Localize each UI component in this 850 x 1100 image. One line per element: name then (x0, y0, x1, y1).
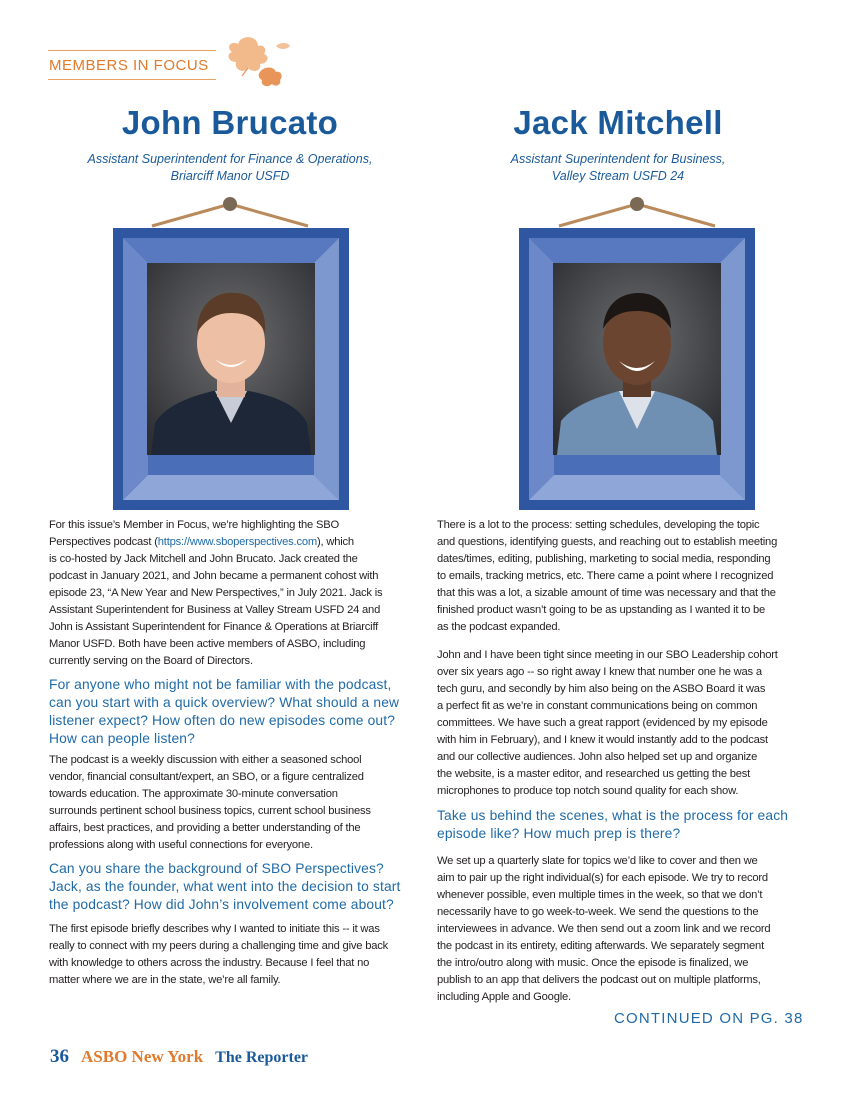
frame-hanger-john (148, 194, 312, 230)
intro-line: Manor USFD. Both have been active members of ASBO, including (49, 638, 366, 650)
intro-line: episode 23, “A New Year and New Perspectives,” in July 2021. Jack is (49, 587, 383, 599)
question-2-line: Jack, as the founder, what went into the decision to start (49, 879, 401, 894)
paragraph-2-line: the website, is a master editor, and researched us getting the best (437, 768, 751, 780)
website-link[interactable]: https://www.sboperspectives.com (157, 536, 317, 548)
paragraph-1-line: and questions, identifying guests, and reaching out to establish meeting (437, 536, 778, 548)
publication-name: The Reporter (215, 1049, 309, 1066)
person-silhouette-icon (553, 263, 721, 455)
section-header (48, 50, 216, 80)
page-footer (50, 1046, 308, 1068)
profile-title-jack-line2: Valley Stream USFD 24 (551, 169, 685, 183)
person-silhouette-icon (147, 263, 315, 455)
question-1-line: For anyone who might not be familiar with the podcast, (49, 677, 392, 692)
paragraph-2-line: microphones to produce top notch sound quality for each show. (437, 785, 739, 797)
answer-3-line: publish to an app that delivers the podcast out on multiple platforms, (437, 974, 761, 986)
answer-3-line: necessarily have to go week-to-week. We send the questions to the (437, 906, 759, 918)
answer-1-line: affairs, best practices, and providing a better understanding of the (49, 822, 361, 834)
portrait-photo-jack (553, 263, 721, 455)
question-2-line: the podcast? How did John’s involvement come about? (49, 897, 394, 912)
answer-3-line: interviewees in advance. We then send out a zoom link and we record (437, 923, 771, 935)
paragraph-1-line: dates/times, editing, publishing, marketing to social media, responding (437, 553, 771, 565)
intro-line: For this issue’s Member in Focus, we’re highlighting the SBO (49, 519, 339, 531)
answer-3-line: whenever possible, even multiple times in the week, so that we don’t (437, 889, 763, 901)
profile-title-john-line1: Assistant Superintendent for Finance & Operations, (87, 152, 373, 166)
paragraph-2-line: a perfect fit as we’re in constant communications being on common (437, 700, 758, 712)
intro-line: John is Assistant Superintendent for Finance & Operations at Briarciff (49, 621, 379, 633)
paragraph-1-line: as the podcast expanded. (437, 621, 561, 633)
intro-line: is co-hosted by Jack Mitchell and John Brucato. Jack created the (49, 553, 358, 565)
continued-on-page[interactable]: CONTINUED ON PG. 38 (614, 1010, 804, 1027)
profile-name-john: John Brucato (121, 104, 339, 141)
section-label: MEMBERS IN FOCUS (49, 57, 209, 74)
paragraph-2-line: committees. We have such a great rapport (evidenced by my episode (437, 717, 768, 729)
paragraph-1-line: to emails, tracking metrics, etc. There came a point where I recognized (437, 570, 774, 582)
answer-2-line: matter where we are in the state, we’re all family. (49, 974, 281, 986)
answer-2-line: with knowledge to others across the industry. Because I feel that no (49, 957, 370, 969)
portrait-photo-john (147, 263, 315, 455)
paragraph-1-line: finished product wasn’t going to be as upstanding as I wanted it to be (437, 604, 766, 616)
question-1-line: How can people listen? (49, 731, 195, 746)
left-column (49, 517, 401, 989)
paragraph-2-line: and our collective audiences. John also helped set up and organize (437, 751, 758, 763)
paragraph-1-line: There is a lot to the process: setting schedules, developing the topic (437, 519, 760, 531)
question-3-line: Take us behind the scenes, what is the process for each (437, 808, 789, 823)
answer-3-line: including Apple and Google. (437, 991, 571, 1003)
answer-1-line: surrounds pertinent school business topics, current school business (49, 805, 371, 817)
answer-1-line: towards education. The approximate 30-minute conversation (49, 788, 338, 800)
intro-line: Assistant Superintendent for Business at Valley Stream USFD 24 and (49, 604, 381, 616)
question-1-line: listener expect? How often do new episodes come out? (49, 713, 396, 728)
paragraph-2-line: with him in February), and I knew it would instantly add to the podcast (437, 734, 768, 746)
question-2-line: Can you share the background of SBO Perspectives? (49, 861, 384, 876)
page-number: 36 (50, 1046, 69, 1067)
profile-name-jack: Jack Mitchell (513, 104, 723, 141)
brand-name: ASBO New York (81, 1047, 204, 1066)
profile-title-jack-line1: Assistant Superintendent for Business, (510, 152, 726, 166)
profile-title-john-line2: Briarciff Manor USFD (170, 169, 290, 183)
answer-3-line: We set up a quarterly slate for topics we’d like to cover and then we (437, 855, 758, 867)
frame-hanger-jack (555, 194, 719, 230)
intro-line: currently serving on the Board of Directors. (49, 655, 253, 667)
answer-1-line: professions along with useful connections for everyone. (49, 839, 313, 851)
question-3-line: episode like? How much prep is there? (437, 826, 681, 841)
answer-1-line: vendor, financial consultant/expert, an SBO, or a figure centralized (49, 771, 364, 783)
answer-3-line: the podcast in its entirety, editing afterwards. We separately segment (437, 940, 764, 952)
autumn-leaves-icon (218, 32, 298, 90)
section-rule-bottom (48, 79, 216, 80)
paragraph-2-line: John and I have been tight since meeting in our SBO Leadership cohort (437, 649, 778, 661)
intro-line: podcast in January 2021, and John became a permanent cohost with (49, 570, 379, 582)
answer-1-line: The podcast is a weekly discussion with either a seasoned school (49, 754, 362, 766)
paragraph-1-line: that this was a lot, a sizable amount of time was necessary and that the (437, 587, 776, 599)
answer-2-line: The first episode briefly describes why I wanted to initiate this -- it was (49, 923, 380, 935)
question-1-line: can you start with a quick overview? What should a new (49, 695, 400, 710)
paragraph-2-line: tech guru, and secondly by him also being on the ASBO Board it was (437, 683, 766, 695)
answer-2-line: really to connect with my peers during a challenging time and give back (49, 940, 389, 952)
answer-3-line: aim to pair up the right individual(s) for each episode. We try to record (437, 872, 768, 884)
intro-line: Perspectives podcast (https://www.sboperspectives.com), which (49, 536, 354, 548)
right-column (437, 517, 807, 1006)
paragraph-2-line: over six years ago -- so right away I knew that number one he was a (437, 666, 762, 678)
answer-3-line: the intro/outro along with music. Once the episode is finalized, we (437, 957, 749, 969)
